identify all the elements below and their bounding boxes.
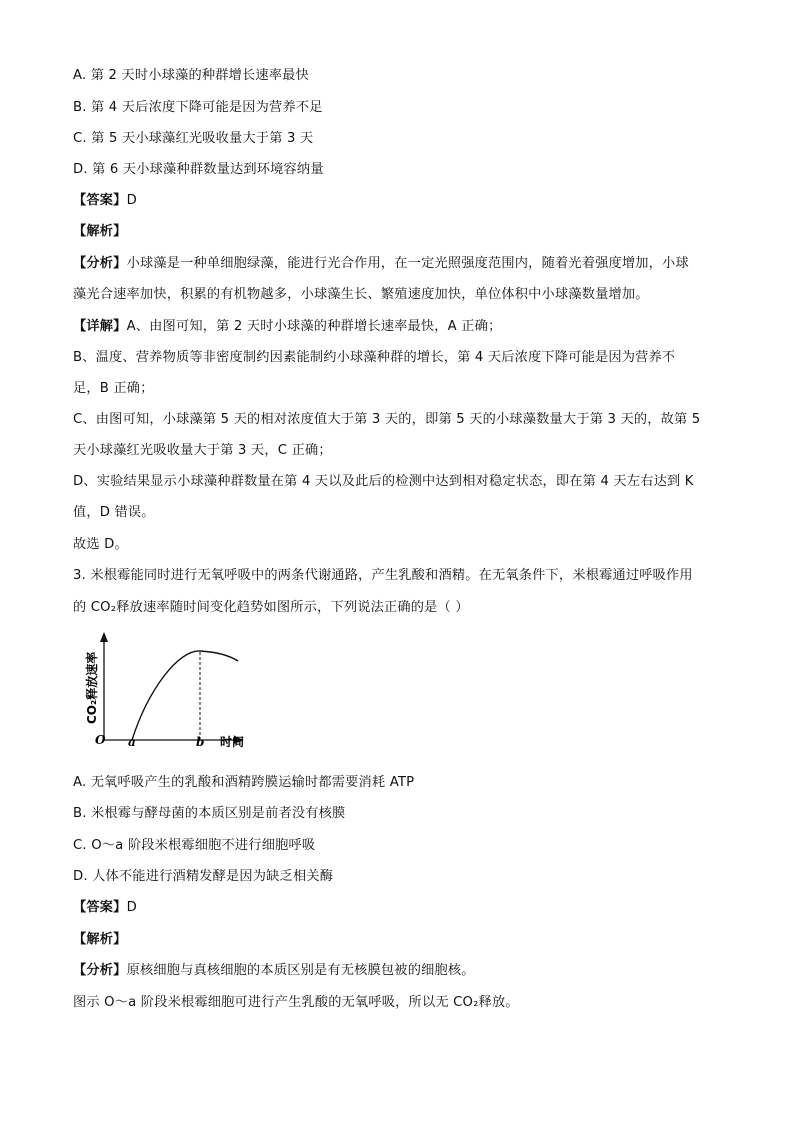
text-line-q2-detail-1	[73, 317, 501, 337]
line-text: D. 人体不能进行酒精发酵是因为缺乏相关酶	[73, 869, 334, 884]
text-line-q2-detail-2	[73, 348, 675, 368]
line-text: D	[126, 900, 137, 915]
text-line-q2-analysis-1	[73, 254, 689, 274]
y-axis-label: CO₂释放速率	[85, 651, 99, 724]
text-line-q2-analysis-head	[73, 222, 127, 242]
text-line-q3-opt-d	[73, 867, 333, 887]
line-text: B. 米根霉与酵母菌的本质区别是前者没有核膜	[73, 806, 346, 821]
tick-a-label: a	[128, 735, 136, 749]
text-line-q3-stem-2	[73, 598, 469, 618]
text-line-q2-conclusion	[73, 535, 128, 555]
line-text: 图示 O～a 阶段米根霉细胞可进行产生乳酸的无氧呼吸，所以无 CO₂释放。	[73, 995, 519, 1010]
line-text: C、由图可知，小球藻第 5 天的相对浓度值大于第 3 天的，即第 5 天的小球藻数量大于第 3 天的，故第 5	[73, 412, 701, 427]
section-tag: 【分析】	[73, 963, 127, 978]
text-line-q3-opt-a	[73, 773, 414, 793]
co2-release-curve	[132, 651, 238, 740]
line-text: D、实验结果显示小球藻种群数量在第 4 天以及此后的检测中达到相对稳定状态，即在第 4 天左右达到 K	[73, 474, 694, 489]
text-line-q3-analysis-1	[73, 961, 475, 981]
section-tag: 【分析】	[73, 256, 127, 271]
line-text: 的 CO₂释放速率随时间变化趋势如图所示，下列说法正确的是（ ）	[73, 600, 469, 615]
x-axis-label: 时间	[220, 735, 245, 749]
text-line-q2-answer	[73, 191, 137, 211]
line-text: C. O～a 阶段米根霉细胞不进行细胞呼吸	[73, 838, 316, 853]
line-text: A. 第 2 天时小球藻的种群增长速率最快	[73, 68, 309, 83]
text-line-q2-opt-b	[73, 98, 323, 118]
line-text: C. 第 5 天小球藻红光吸收量大于第 3 天	[73, 131, 314, 146]
line-text: 足，B 正确；	[73, 381, 154, 396]
text-line-q3-analysis-head	[73, 930, 127, 950]
line-text: B、温度、营养物质等非密度制约因素能制约小球藻种群的增长，第 4 天后浓度下降可能是因为营养不	[73, 350, 676, 365]
text-line-q2-analysis-2	[73, 285, 649, 305]
text-line-q3-stem-1	[73, 566, 693, 586]
line-text: 值，D 错误。	[73, 505, 155, 520]
line-text: 小球藻是一种单细胞绿藻，能进行光合作用，在一定光照强度范围内，随着光着强度增加，小球	[126, 256, 689, 271]
co2-release-rate-figure	[70, 628, 260, 756]
line-text: 原核细胞与真核细胞的本质区别是有无核膜包被的细胞核。	[126, 963, 475, 978]
text-line-q2-detail-7	[73, 503, 155, 523]
line-text: D. 第 6 天小球藻种群数量达到环境容纳量	[73, 162, 324, 177]
tick-b-label: b	[196, 735, 205, 749]
text-line-q2-opt-c	[73, 129, 313, 149]
section-tag: 【答案】	[73, 193, 127, 208]
line-text: A、由图可知，第 2 天时小球藻的种群增长速率最快，A 正确；	[126, 319, 502, 334]
text-line-q2-detail-5	[73, 441, 332, 461]
text-line-q2-opt-d	[73, 160, 324, 180]
line-text: A. 无氧呼吸产生的乳酸和酒精跨膜运输时都需要消耗 ATP	[73, 775, 415, 790]
line-text: 藻光合速率加快，积累的有机物越多，小球藻生长、繁殖速度加快，单位体积中小球藻数量增加。	[73, 287, 649, 302]
line-text: 天小球藻红光吸收量大于第 3 天，C 正确；	[73, 443, 332, 458]
section-tag: 【详解】	[73, 319, 127, 334]
section-tag: 【解析】	[73, 224, 127, 239]
text-line-q3-opt-b	[73, 804, 345, 824]
text-line-q3-opt-c	[73, 836, 315, 856]
text-line-q2-detail-4	[73, 410, 700, 430]
line-text: B. 第 4 天后浓度下降可能是因为营养不足	[73, 100, 323, 115]
line-text: D	[126, 193, 137, 208]
line-text: 3. 米根霉能同时进行无氧呼吸中的两条代谢通路，产生乳酸和酒精。在无氧条件下，米根霉通过呼吸作用	[73, 568, 693, 583]
line-text: 故选 D。	[73, 537, 128, 552]
section-tag: 【答案】	[73, 900, 127, 915]
text-line-q2-detail-3	[73, 379, 154, 399]
y-axis-arrow	[100, 632, 108, 642]
text-line-q2-detail-6	[73, 472, 694, 492]
origin-label: O	[95, 733, 106, 747]
text-line-q3-answer	[73, 898, 137, 918]
text-line-q3-analysis-2	[73, 993, 519, 1013]
text-line-q2-opt-a	[73, 66, 309, 86]
section-tag: 【解析】	[73, 932, 127, 947]
